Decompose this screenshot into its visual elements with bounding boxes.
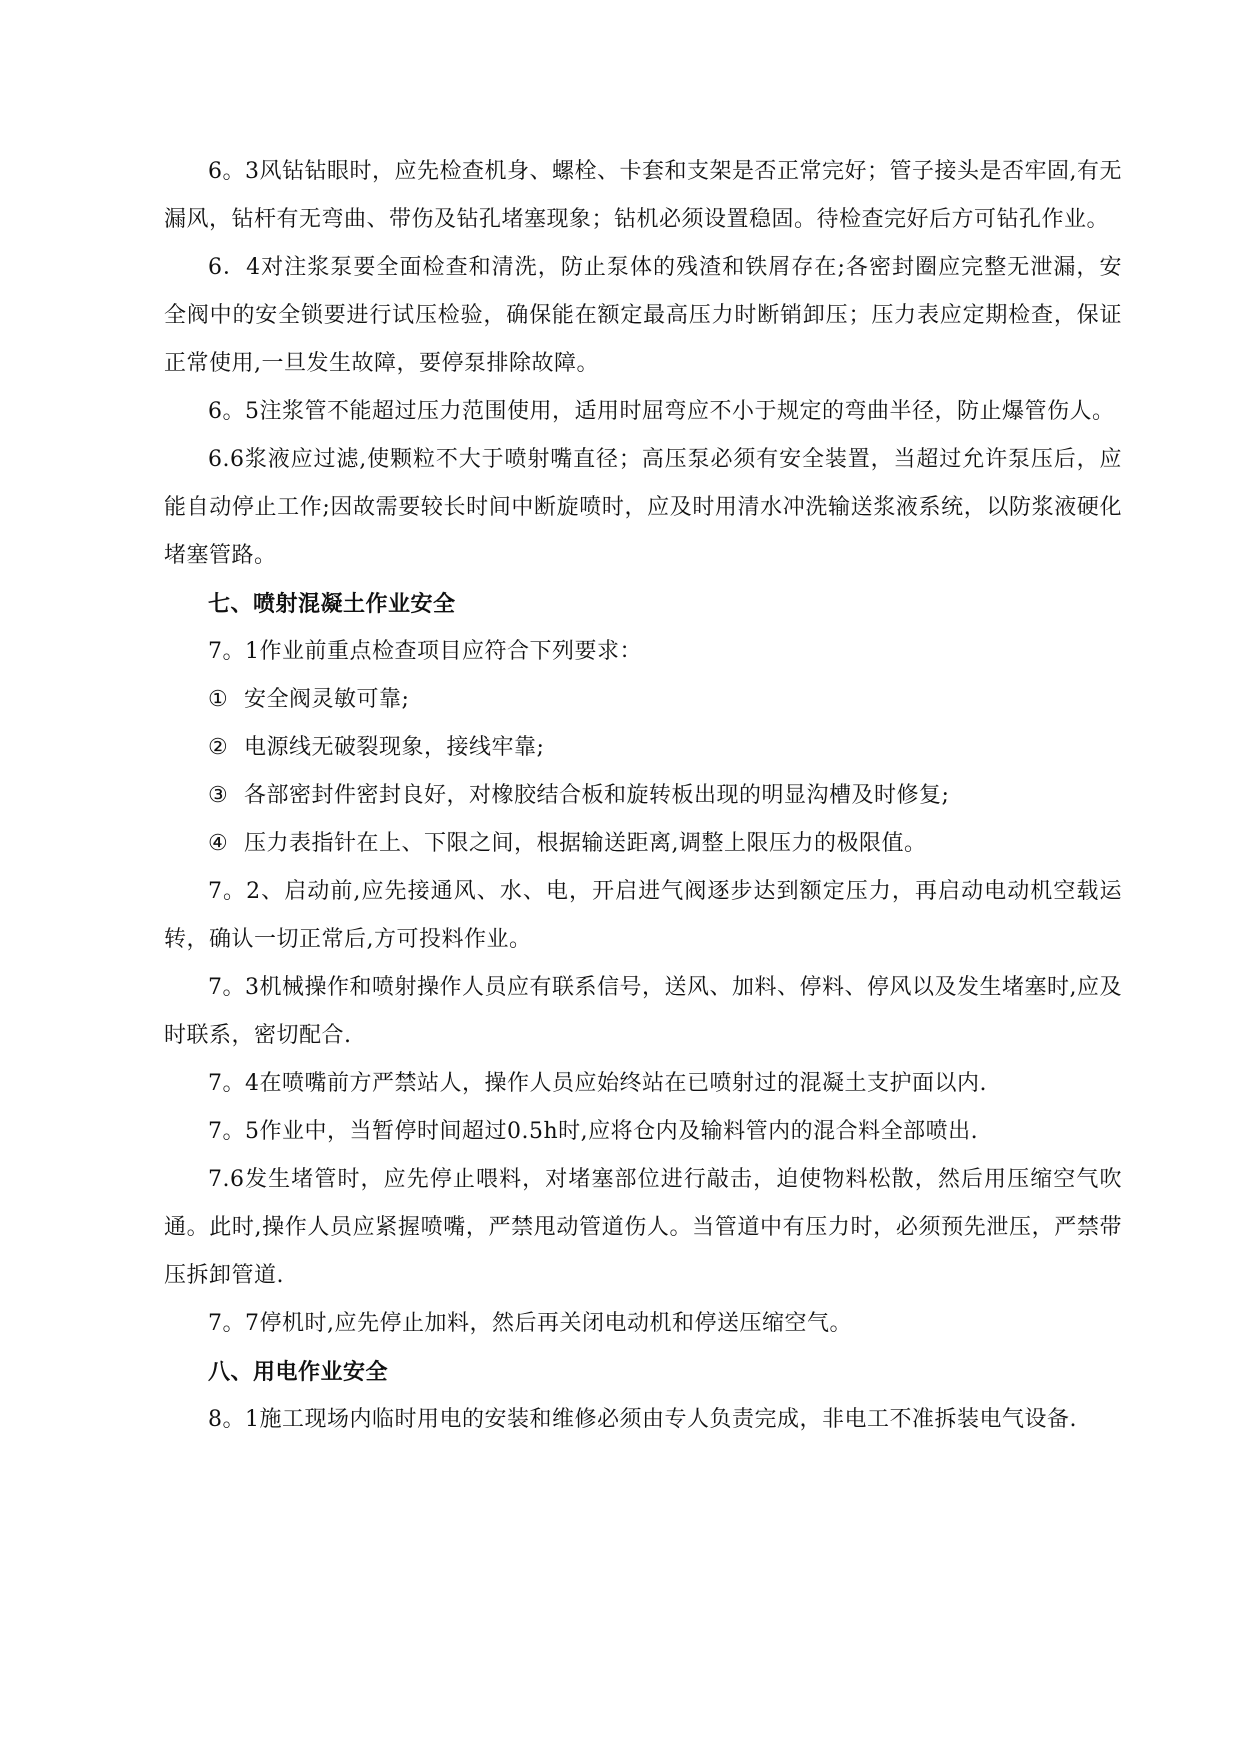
list-item-4 [164, 820, 1122, 868]
list-item-text: 电源线无破裂现象，接线牢靠; [244, 735, 545, 760]
list-marker: ④ [208, 831, 229, 856]
paragraph-6-4: 6．4对注浆泵要全面检查和清洗，防止泵体的残渣和铁屑存在;各密封圈应完整无泄漏，安全阀中的安全锁要进行试压检验，确保能在额定最高压力时断销卸压；压力表应定期检查，保证正常使用,一旦发生故障，要停泵排除故障。 [164, 255, 1122, 376]
paragraph-7-5: 7。5作业中，当暂停时间超过0.5h时,应将仓内及输料管内的混合料全部喷出. [208, 1119, 979, 1144]
section-heading-7: 七、喷射混凝土作业安全 [208, 591, 456, 617]
paragraph-7-2: 7。2、启动前,应先接通风、水、电，开启进气阀逐步达到额定压力，再启动电动机空载运转，确认一切正常后,方可投料作业。 [164, 879, 1122, 952]
paragraph-7-7: 7。7停机时,应先停止加料，然后再关闭电动机和停送压缩空气。 [208, 1311, 852, 1336]
list-item-3 [164, 772, 1122, 820]
list-item-text: 安全阀灵敏可靠; [244, 687, 410, 712]
paragraph-7-4: 7。4在喷嘴前方严禁站人，操作人员应始终站在已喷射过的混凝土支护面以内. [208, 1071, 987, 1096]
paragraph-7-3: 7。3机械操作和喷射操作人员应有联系信号，送风、加料、停料、停风以及发生堵塞时,应及时联系，密切配合. [164, 975, 1122, 1048]
paragraph-6-5: 6。5注浆管不能超过压力范围使用，适用时屈弯应不小于规定的弯曲半径，防止爆管伤人。 [208, 399, 1115, 424]
section-heading-8: 八、用电作业安全 [208, 1359, 389, 1385]
paragraph-6-6: 6.6浆液应过滤,使颗粒不大于喷射嘴直径；高压泵必须有安全装置，当超过允许泵压后，应能自动停止工作;因故需要较长时间中断旋喷时，应及时用清水冲洗输送浆液系统，以防浆液硬化堵塞管路。 [164, 447, 1122, 568]
list-marker: ② [208, 735, 229, 760]
paragraph-8-1: 8。1施工现场内临时用电的安装和维修必须由专人负责完成，非电工不准拆装电气设备. [208, 1407, 1077, 1432]
list-marker: ① [208, 687, 229, 712]
paragraph-7-6: 7.6发生堵管时，应先停止喂料，对堵塞部位进行敲击，迫使物料松散，然后用压缩空气吹通。此时,操作人员应紧握喷嘴，严禁甩动管道伤人。当管道中有压力时，必须预先泄压，严禁带压拆卸管道. [164, 1167, 1122, 1288]
list-item-1 [164, 676, 1122, 724]
list-item-text: 各部密封件密封良好，对橡胶结合板和旋转板出现的明显沟槽及时修复; [244, 783, 950, 808]
paragraph-7-1: 7。1作业前重点检查项目应符合下列要求： [208, 639, 642, 664]
paragraph-6-3: 6。3风钻钻眼时，应先检查机身、螺栓、卡套和支架是否正常完好；管子接头是否牢固,有无漏风，钻杆有无弯曲、带伤及钻孔堵塞现象；钻机必须设置稳固。待检查完好后方可钻孔作业。 [164, 159, 1122, 232]
document-page [164, 148, 1122, 1444]
list-item-2 [164, 724, 1122, 772]
list-item-text: 压力表指针在上、下限之间，根据输送距离,调整上限压力的极限值。 [244, 831, 927, 856]
list-marker: ③ [208, 783, 229, 808]
